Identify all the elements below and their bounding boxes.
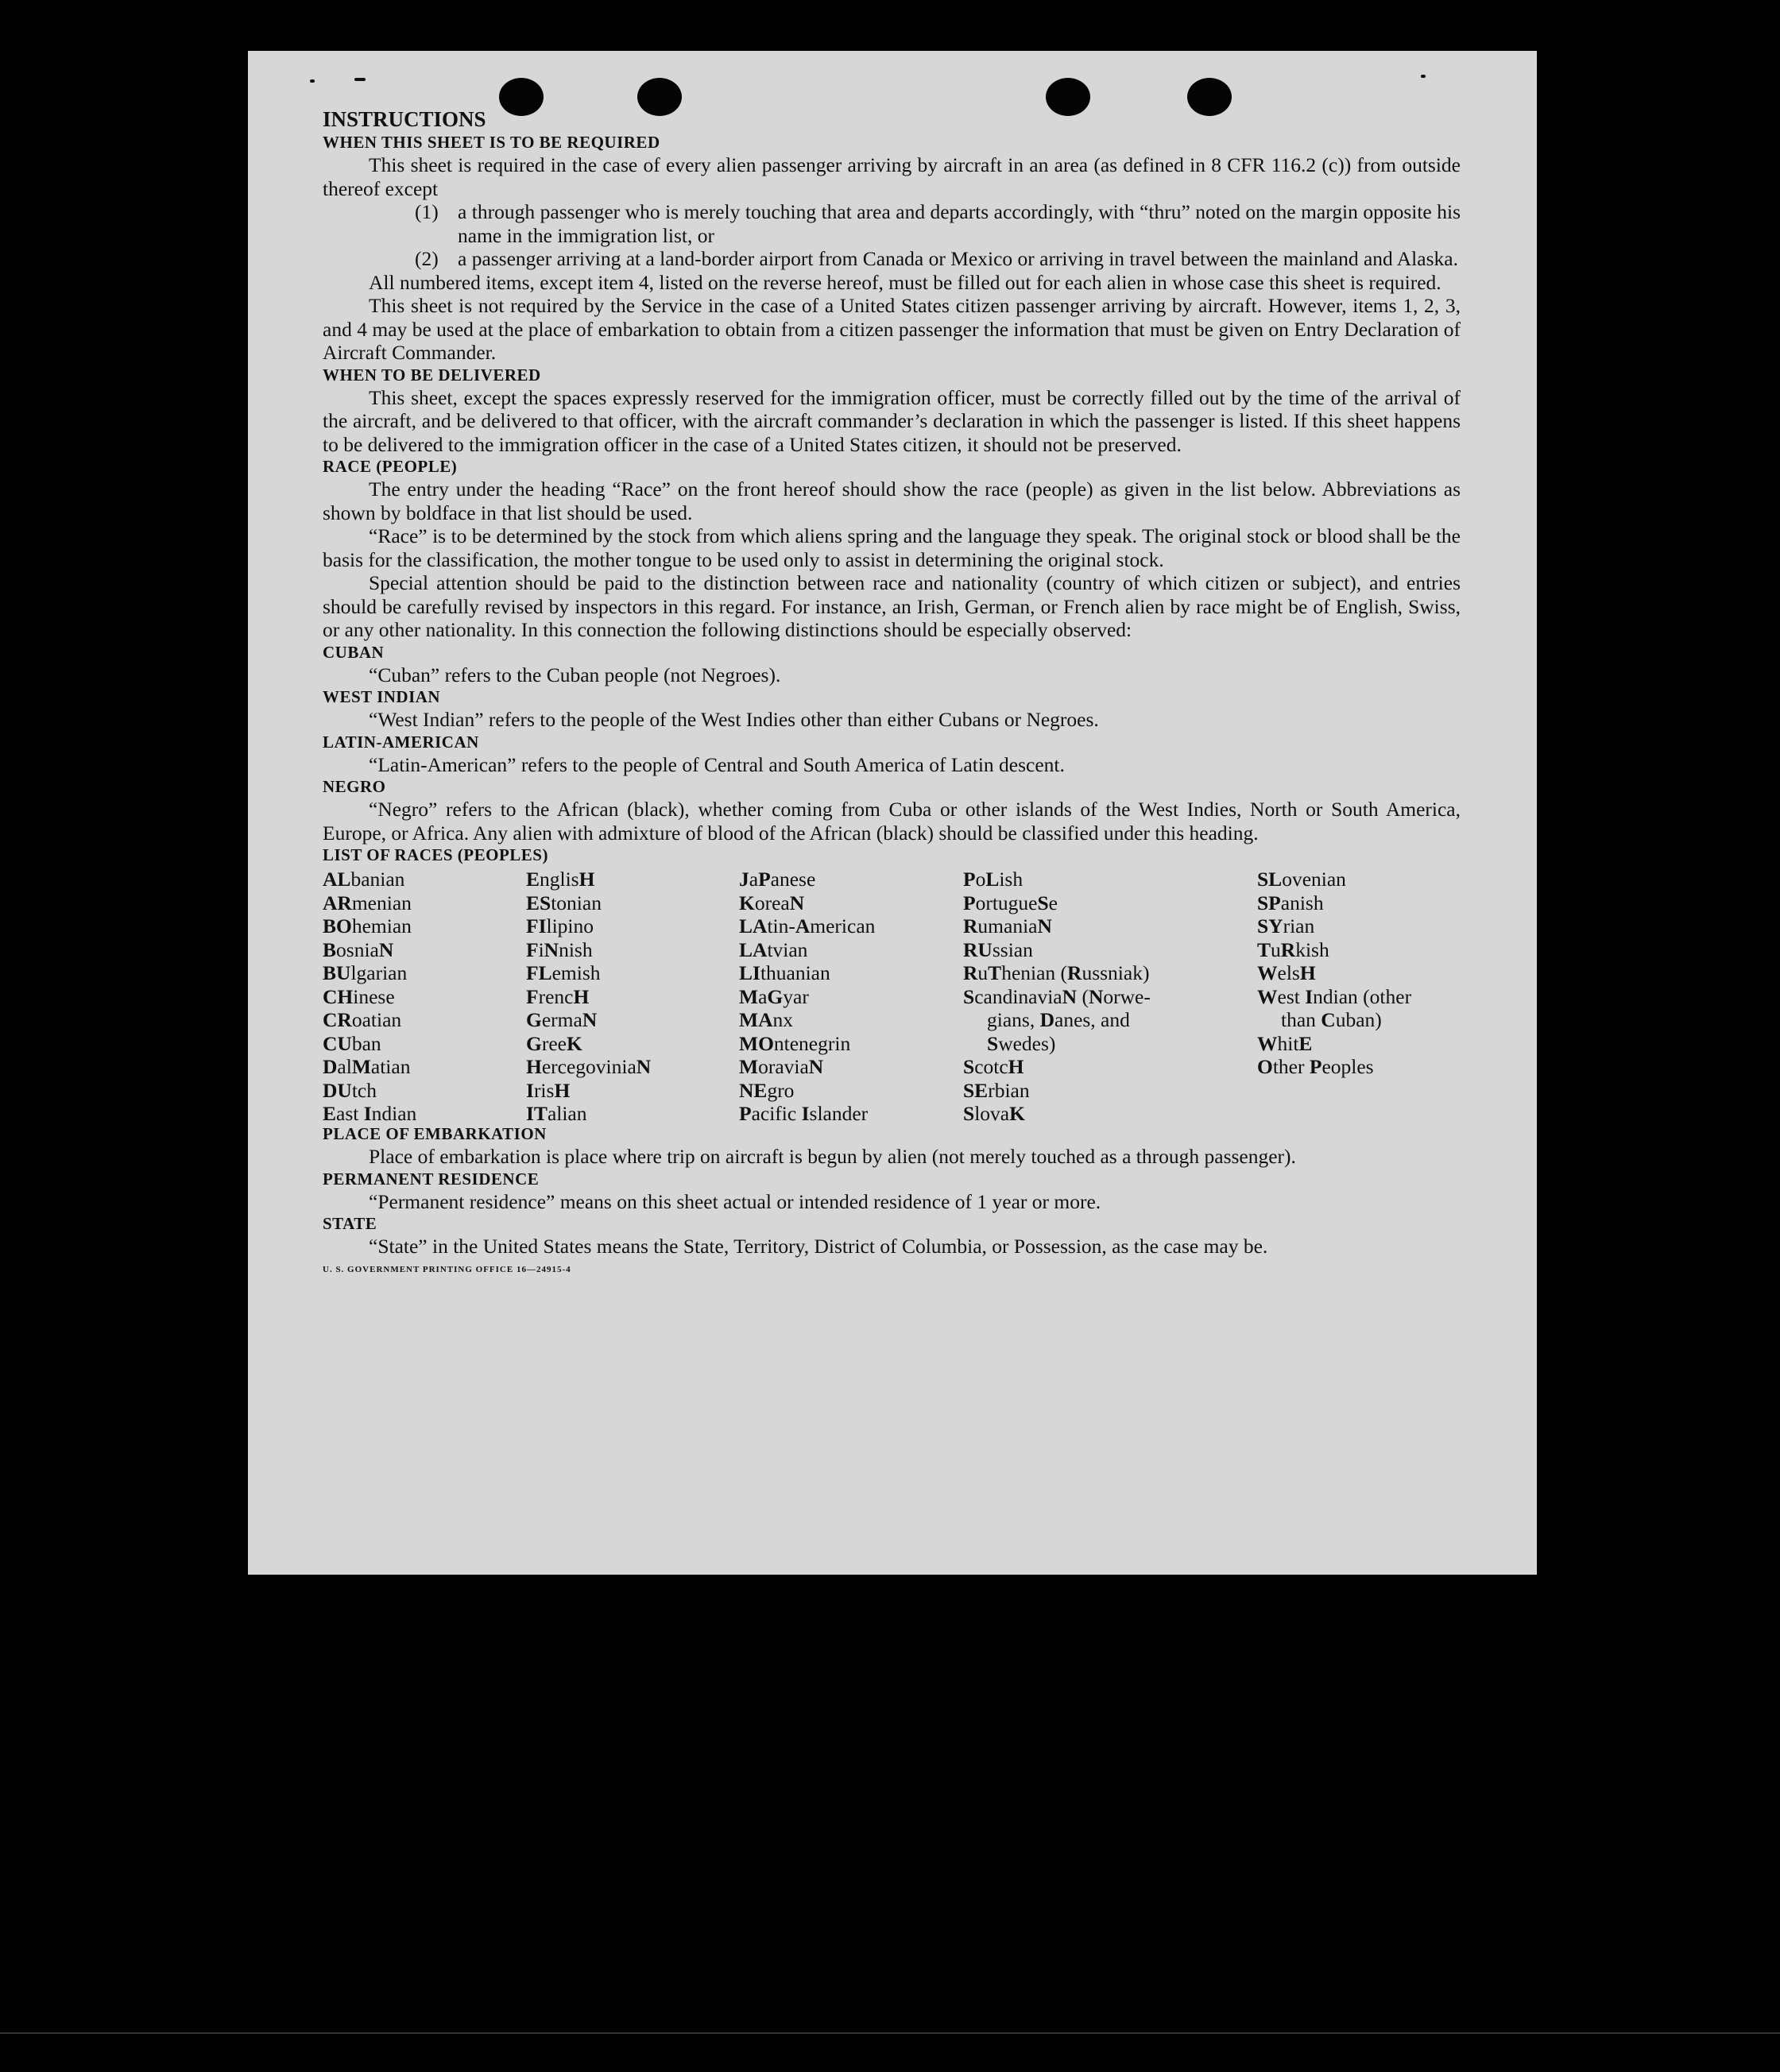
- race-entry: BOhemian: [323, 914, 412, 937]
- race-entry: EnglisH: [526, 868, 595, 891]
- document-body: [323, 106, 1461, 1281]
- race-entry: than Cuban): [1281, 1008, 1382, 1031]
- section-heading: WHEN TO BE DELIVERED: [323, 365, 541, 385]
- race-entry: DalMatian: [323, 1055, 411, 1078]
- race-column: [963, 868, 1151, 1126]
- list-item: [415, 247, 1461, 271]
- race-entry: GreeK: [526, 1031, 582, 1055]
- race-entry: West Indian (other: [1257, 984, 1412, 1008]
- race-entry: FLemish: [526, 961, 601, 984]
- item-text: a passenger arriving at a land-border airport from Canada or Mexico or arriving in travel between the mainland and Alaska.: [458, 247, 1458, 270]
- race-entry: TuRkish: [1257, 937, 1329, 961]
- race-entry: KoreaN: [739, 891, 805, 914]
- race-column: [323, 868, 416, 1126]
- paragraph: This sheet is not required by the Service in the case of a United States citizen passenger arriving by aircraft. However, items 1, 2, 3, and 4 may be used at the place of embarkation to obtain from a citizen passenger the information that must be given on Entry Declaration of Aircraft Commander.: [323, 294, 1461, 364]
- race-entry: RuThenian (Russniak): [963, 961, 1150, 984]
- paragraph: This sheet, except the spaces expressly reserved for the immigration officer, must be correctly filled out by the time of the arrival of the aircraft, and be delivered to that officer, with the aircraft commander’s declaration in which the passenger is listed. If this sheet happens to be delivered to the immigration officer in the case of a United States citizen, it should not be preserved.: [323, 385, 1461, 456]
- race-entry: Other Peoples: [1257, 1055, 1374, 1078]
- race-entry: LIthuanian: [739, 961, 830, 984]
- race-entry: FrencH: [526, 984, 590, 1008]
- race-entry: FIlipino: [526, 914, 594, 937]
- race-entry: HercegoviniaN: [526, 1055, 652, 1078]
- paragraph: “West Indian” refers to the people of the West Indies other than either Cubans or Negroes.: [369, 708, 1099, 731]
- race-entry: BosniaN: [323, 937, 394, 961]
- printing-office-footer: U. S. GOVERNMENT PRINTING OFFICE 16—24915-4: [323, 1264, 571, 1274]
- race-entry: RUssian: [963, 937, 1033, 961]
- section-heading: RACE (PEOPLE): [323, 457, 458, 476]
- race-entry: ITalian: [526, 1102, 587, 1125]
- race-entry: MoraviaN: [739, 1055, 824, 1078]
- race-column: [526, 868, 651, 1126]
- race-entry: BUlgarian: [323, 961, 408, 984]
- race-entry: JaPanese: [739, 868, 816, 891]
- race-entry: LAtin-American: [739, 914, 876, 937]
- race-entry: MAnx: [739, 1008, 793, 1031]
- item-number: (2): [415, 247, 439, 270]
- paragraph: “Race” is to be determined by the stock from which aliens spring and the language they speak. The original stock or blood shall be the basis for the classification, the mother tongue to be used only to assist in determining the original stock.: [323, 524, 1461, 571]
- race-entry: MOntenegrin: [739, 1031, 851, 1055]
- section-heading: WHEN THIS SHEET IS TO BE REQUIRED: [323, 133, 660, 152]
- item-text: a through passenger who is merely touching that area and departs accordingly, with “thru” noted on the margin opposite his name in the immigration list, or: [458, 200, 1461, 247]
- section-heading: LIST OF RACES (PEOPLES): [323, 845, 548, 864]
- race-entry: RumaniaN: [963, 914, 1052, 937]
- list-item: [415, 200, 1461, 247]
- race-entry: GermaN: [526, 1008, 598, 1031]
- race-entry: SErbian: [963, 1078, 1030, 1102]
- paragraph: This sheet is required in the case of every alien passenger arriving by aircraft in an area (as defined in 8 CFR 116.2 (c)) from outside thereof except: [323, 153, 1461, 200]
- race-entry: MaGyar: [739, 984, 809, 1008]
- speck: [354, 78, 366, 81]
- race-entry: IrisH: [526, 1078, 571, 1102]
- paragraph: “Permanent residence” means on this sheet actual or intended residence of 1 year or more.: [369, 1189, 1101, 1213]
- race-entry: ScotcH: [963, 1055, 1024, 1078]
- race-entry: WelsH: [1257, 961, 1316, 984]
- section-heading: WEST INDIAN: [323, 687, 441, 706]
- race-entry: CUban: [323, 1031, 381, 1055]
- paragraph: Place of embarkation is place where trip on aircraft is begun by alien (not merely touched as a through passenger).: [369, 1145, 1296, 1168]
- race-entry: Swedes): [987, 1031, 1056, 1055]
- race-entry: LAtvian: [739, 937, 808, 961]
- paragraph: “Negro” refers to the African (black), whether coming from Cuba or other islands of the West Indies, North or South America, Europe, or Africa. Any alien with admixture of blood of the African (black) should be classified under this heading.: [323, 798, 1461, 845]
- race-entry: ALbanian: [323, 868, 405, 891]
- section-heading: PLACE OF EMBARKATION: [323, 1124, 547, 1143]
- race-entry: ScandinaviaN (Norwe-: [963, 984, 1151, 1008]
- race-list: [323, 868, 1461, 1123]
- race-entry: SlovaK: [963, 1102, 1025, 1125]
- race-entry: PortugueSe: [963, 891, 1058, 914]
- section-heading: NEGRO: [323, 777, 386, 796]
- race-entry: Pacific Islander: [739, 1102, 869, 1125]
- document-title: INSTRUCTIONS: [323, 107, 486, 131]
- race-entry: NEgro: [739, 1078, 795, 1102]
- scan-edge-line: [0, 2032, 1780, 2034]
- paragraph: Special attention should be paid to the distinction between race and nationality (country of which citizen or subject), and entries should be carefully revised by inspectors in this regard. For instance, an Irish, German, or French alien by race might be of English, Swiss, or any other nationality. In this connection the following distinctions should be especially observed:: [323, 571, 1461, 641]
- race-entry: ARmenian: [323, 891, 412, 914]
- race-entry: gians, Danes, and: [987, 1008, 1130, 1031]
- race-column: [1257, 868, 1411, 1079]
- race-entry: CHinese: [323, 984, 395, 1008]
- document-sheet: [248, 51, 1537, 1575]
- paragraph: “State” in the United States means the State, Territory, District of Columbia, or Possession, as the case may be.: [369, 1235, 1268, 1258]
- race-column: [739, 868, 875, 1126]
- race-entry: SYrian: [1257, 914, 1315, 937]
- race-entry: CRoatian: [323, 1008, 402, 1031]
- section-heading: CUBAN: [323, 642, 385, 662]
- paragraph: All numbered items, except item 4, listed on the reverse hereof, must be filled out for each alien in whose case this sheet is required.: [369, 270, 1441, 294]
- speck: [310, 79, 315, 83]
- race-entry: East Indian: [323, 1102, 417, 1125]
- section-heading: STATE: [323, 1214, 377, 1233]
- paragraph: The entry under the heading “Race” on the front hereof should show the race (people) as given in the list below. Abbreviations as shown by boldface in that list should be used.: [323, 477, 1461, 524]
- speck: [1421, 75, 1426, 78]
- race-entry: FiNnish: [526, 937, 593, 961]
- item-number: (1): [415, 200, 439, 223]
- paragraph: “Cuban” refers to the Cuban people (not Negroes).: [369, 663, 781, 686]
- paragraph: “Latin-American” refers to the people of Central and South America of Latin descent.: [369, 752, 1065, 776]
- race-entry: SLovenian: [1257, 868, 1346, 891]
- race-entry: EStonian: [526, 891, 602, 914]
- race-entry: SPanish: [1257, 891, 1324, 914]
- race-entry: DUtch: [323, 1078, 377, 1102]
- section-heading: PERMANENT RESIDENCE: [323, 1169, 540, 1189]
- race-entry: WhitE: [1257, 1031, 1313, 1055]
- race-entry: PoLish: [963, 868, 1023, 891]
- section-heading: LATIN-AMERICAN: [323, 732, 479, 752]
